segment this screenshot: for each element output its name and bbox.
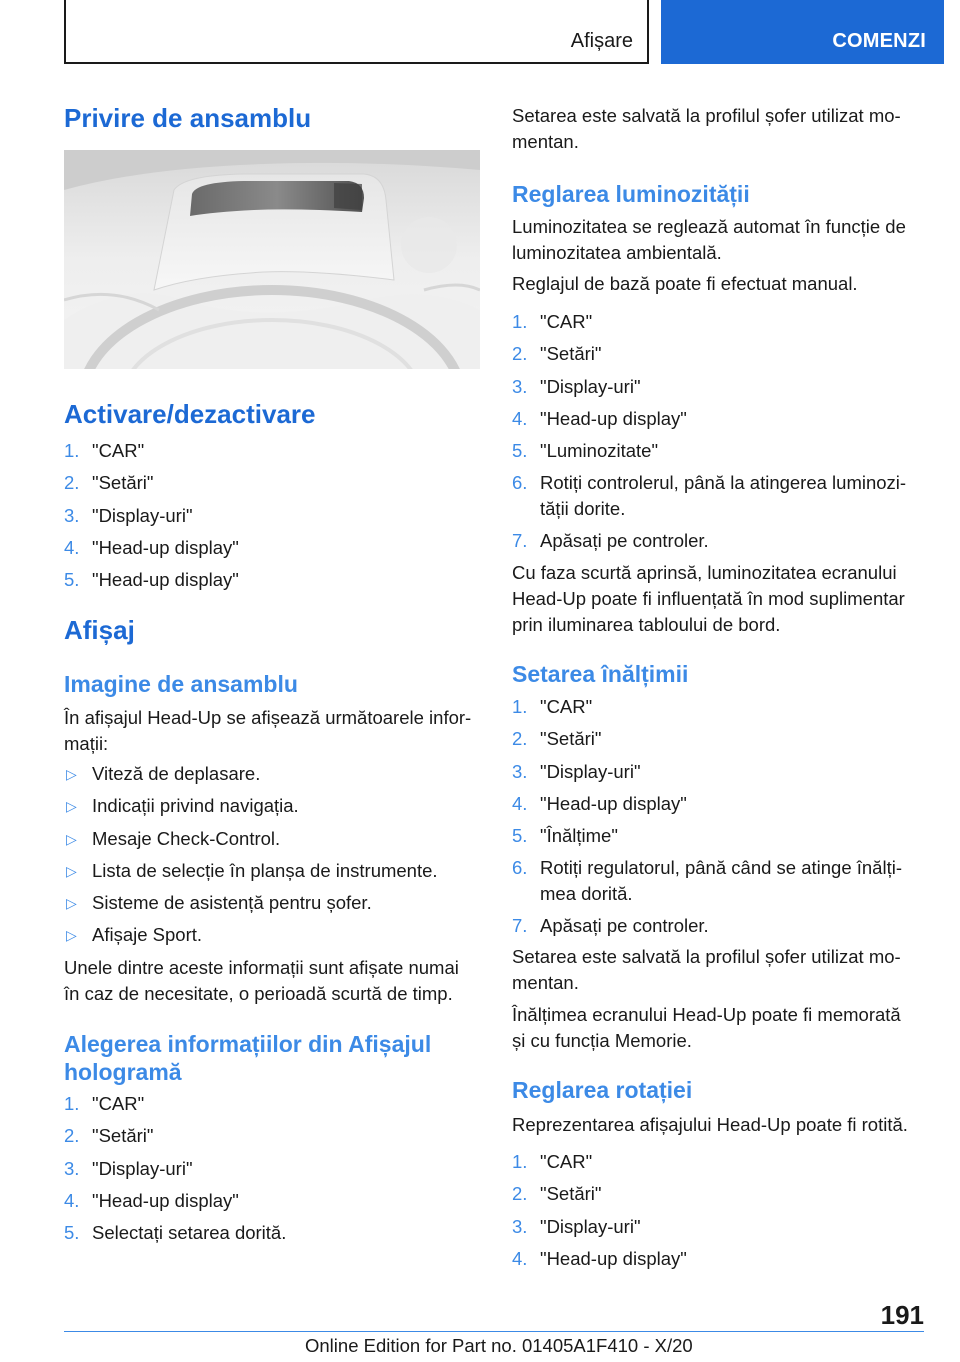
list-item: 5. "Head-up display" [64, 569, 239, 591]
triangle-bullet-icon: ▷ [66, 927, 77, 944]
list-item: 5. "Înălțime" [512, 825, 618, 847]
triangle-bullet-icon: ▷ [66, 766, 77, 782]
rotation-steps [512, 1149, 924, 1278]
list-item: 3. "Display-uri" [512, 1215, 641, 1237]
list-item: 6. Rotiți regulatorul, până când se atinge înălți- mea dorită. [512, 857, 902, 905]
brightness-intro: Luminozitatea se reglează automat în funcție de luminozitatea ambientală. [512, 216, 906, 263]
brightness-note: Cu faza scurtă aprinsă, luminozitatea ecranului Head-Up poate fi influențată în mod suplimentar prin iluminarea tabloului de bord. [512, 562, 905, 635]
list-item: 2. "Setări" [64, 1125, 154, 1147]
display-note: Unele dintre aceste informații sunt afișate numai în caz de necesitate, o perioadă scurtă de timp. [64, 957, 459, 1004]
list-item: 4. "Head-up display" [64, 1189, 239, 1211]
list-item: 7. Apăsați pe controler. [512, 915, 709, 937]
header-chapter-tab[interactable] [661, 0, 944, 64]
rotation-title: Reglarea rotației [512, 1077, 693, 1103]
page-number: 191 [880, 1300, 924, 1330]
list-item: 4. "Head-up display" [64, 536, 239, 558]
list-item: 2. "Setări" [512, 1183, 602, 1205]
height-saved-text: Setarea este salvată la profilul șofer utilizat mo- mentan. [512, 946, 901, 993]
footer-divider [64, 1331, 924, 1332]
head-up-display-illustration [64, 150, 480, 369]
list-item: ▷ Lista de selecție în planșa de instrumente. [64, 858, 480, 890]
header-chapter-label: COMENZI [832, 30, 926, 52]
list-item: 2. "Setări" [512, 728, 602, 750]
overview-title: Privire de ansamblu [64, 103, 312, 133]
display-subtitle: Imagine de ansamblu [64, 671, 298, 697]
height-memory-text: Înălțimea ecranului Head-Up poate fi memorată și cu funcția Memorie. [512, 1004, 901, 1051]
display-title: Afișaj [64, 615, 135, 645]
selection-steps [64, 1091, 480, 1252]
list-item: 5. "Luminozitate" [512, 440, 659, 462]
height-title: Setarea înălțimii [512, 661, 689, 687]
triangle-bullet-icon: ▷ [66, 862, 77, 879]
rotation-intro: Reprezentarea afișajului Head-Up poate fi rotită. [512, 1114, 908, 1135]
header-section-tab [64, 0, 649, 64]
triangle-bullet-icon: ▷ [66, 895, 77, 912]
activation-title: Activare/dezactivare [64, 399, 316, 429]
footer-edition: Online Edition for Part no. 01405A1F410 - X/20 [305, 1335, 693, 1356]
list-item: 4. "Head-up display" [512, 792, 687, 814]
height-steps [512, 694, 924, 946]
list-item: 1. "CAR" [512, 311, 593, 332]
list-item: 3. "Display-uri" [64, 504, 193, 526]
selection-title: Alegerea informațiilor din Afișajul hologramă [64, 1031, 432, 1085]
list-item: 5. Selectați setarea dorită. [64, 1222, 287, 1244]
list-item: 1. "CAR" [512, 696, 593, 717]
brightness-steps [512, 309, 924, 561]
list-item: 3. "Display-uri" [512, 760, 641, 782]
list-item: 1. "CAR" [512, 1151, 593, 1172]
list-item: 3. "Display-uri" [512, 375, 641, 397]
head-up-display-photo [64, 150, 480, 369]
triangle-bullet-icon: ▷ [66, 798, 77, 815]
list-item: 3. "Display-uri" [64, 1157, 193, 1179]
list-item: 2. "Setări" [512, 343, 602, 365]
activation-steps [64, 438, 480, 599]
list-item: 6. Rotiți controlerul, până la atingerea luminozi- tății dorite. [512, 472, 907, 520]
saved-profile-text: Setarea este salvată la profilul șofer utilizat mo- mentan. [512, 105, 901, 152]
display-intro: În afișajul Head-Up se afișează următoarele infor- mații: [64, 707, 472, 754]
display-items [64, 761, 480, 955]
list-item: 4. "Head-up display" [512, 1247, 687, 1269]
header-section-label: Afișare [570, 30, 633, 52]
triangle-bullet-icon: ▷ [66, 830, 77, 847]
list-item: 1. "CAR" [64, 440, 145, 461]
list-item: ▷ Viteză de deplasare. [64, 761, 480, 793]
list-item: ▷ Indicații privind navigația. [64, 793, 480, 825]
list-item: ▷ Sisteme de asistență pentru șofer. [64, 890, 480, 922]
list-item: 1. "CAR" [64, 1093, 145, 1114]
list-item: ▷ Afișaje Sport. [64, 922, 480, 954]
brightness-manual-text: Reglajul de bază poate fi efectuat manual. [512, 273, 858, 294]
brightness-title: Reglarea luminozității [512, 181, 750, 207]
list-item: 2. "Setări" [64, 472, 154, 494]
list-item: ▷ Mesaje Check-Control. [64, 826, 480, 858]
list-item: 4. "Head-up display" [512, 407, 687, 429]
list-item: 7. Apăsați pe controler. [512, 530, 709, 552]
